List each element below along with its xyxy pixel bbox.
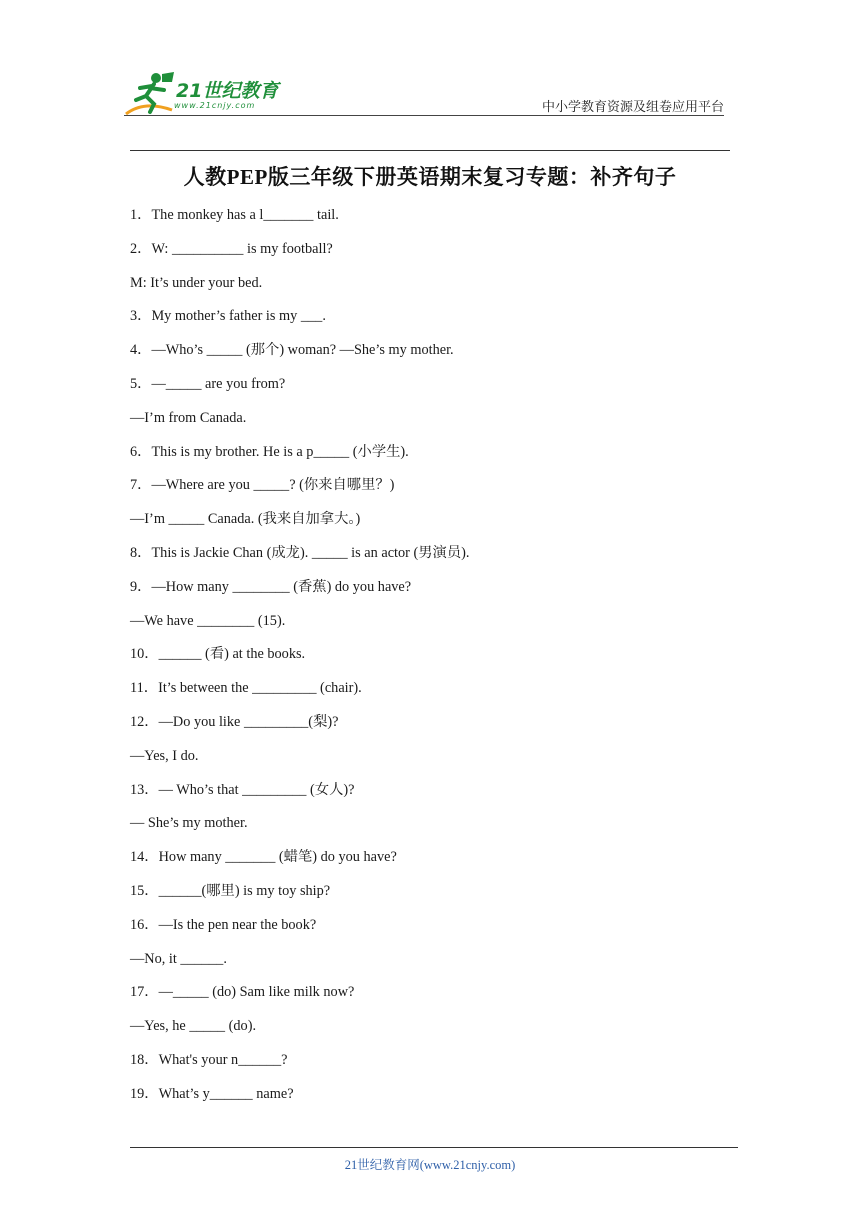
- logo-url: www.21cnjy.com: [174, 101, 256, 110]
- question-line: 13．— Who’s that _________ (女人)?: [130, 781, 355, 798]
- question-line: — She’s my mother.: [130, 815, 248, 832]
- footer-divider: [130, 1147, 738, 1148]
- question-line: M: It’s under your bed.: [130, 274, 263, 291]
- question-line: 7．—Where are you _____? (你来自哪里？): [130, 477, 395, 494]
- question-line: —We have ________ (15).: [130, 612, 286, 629]
- question-line: 11．It’s between the _________ (chair).: [130, 680, 362, 697]
- question-line: —Yes, he _____ (do).: [130, 1018, 257, 1035]
- page-header: [0, 0, 860, 150]
- question-line: —No, it ______.: [130, 950, 227, 967]
- question-line: 18．What's your n______?: [130, 1051, 288, 1068]
- question-line: 17．—_____ (do) Sam like milk now?: [130, 984, 355, 1001]
- runner-icon: [124, 70, 176, 116]
- footer-source: 21世纪教育网(www.21cnjy.com): [344, 1158, 516, 1172]
- platform-label: 中小学教育资源及组卷应用平台: [541, 99, 724, 114]
- question-line: —Yes, I do.: [130, 747, 199, 764]
- question-line: —I’m from Canada.: [130, 409, 247, 426]
- question-line: 1．The monkey has a l_______ tail.: [130, 207, 339, 223]
- question-line: 9．—How many ________ (香蕉) do you have?: [130, 578, 412, 595]
- question-line: 14．How many _______ (蜡笔) do you have?: [130, 849, 397, 866]
- question-line: —I’m _____ Canada. (我来自加拿大。): [130, 511, 361, 528]
- question-line: 6．This is my brother. He is a p_____ (小学生).: [130, 443, 409, 460]
- question-line: 8．This is Jackie Chan (成龙). _____ is an actor (男演员).: [130, 544, 470, 561]
- header-divider: [124, 115, 724, 116]
- question-line: 10．______ (看) at the books.: [130, 646, 306, 663]
- logo: [124, 70, 294, 116]
- question-line: 5．—_____ are you from?: [130, 375, 286, 392]
- logo-text: 21世纪教育: [176, 80, 279, 102]
- question-list: [130, 205, 770, 1118]
- question-line: 15．______(哪里) is my toy ship?: [130, 882, 331, 899]
- question-line: 2．W: __________ is my football?: [130, 240, 333, 257]
- question-line: 16．—Is the pen near the book?: [130, 916, 317, 933]
- question-line: 19．What’s y______ name?: [130, 1085, 294, 1102]
- title-divider: [130, 150, 730, 151]
- question-line: 12．—Do you like _________(梨)?: [130, 713, 339, 730]
- document-title: 人教PEP版三年级下册英语期末复习专题：补齐句子: [183, 165, 677, 189]
- question-line: 3．My mother’s father is my ___.: [130, 308, 326, 325]
- question-line: 4．—Who’s _____ (那个) woman? —She’s my mother.: [130, 342, 454, 359]
